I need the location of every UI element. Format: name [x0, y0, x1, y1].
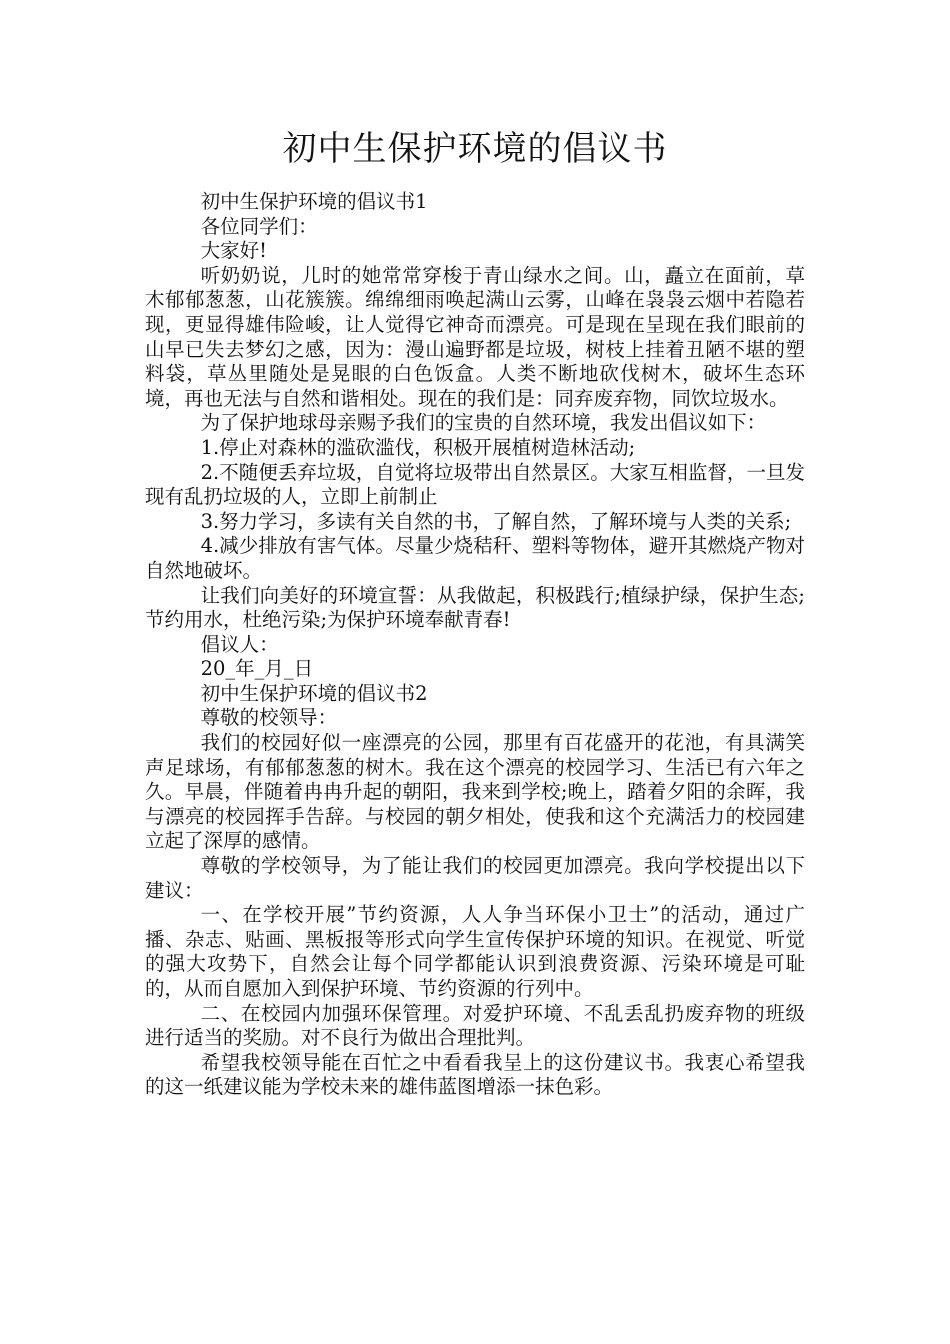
- salutation: 尊敬的校领导：: [200, 706, 338, 730]
- body-paragraph: 为了保护地球母亲赐予我们的宝贵的自然环境，我发出倡议如下：: [200, 411, 767, 435]
- body-paragraph: 尊敬的学校领导，为了能让我们的校园更加漂亮。我向学校提出以下建议：: [145, 854, 805, 902]
- salutation: 各位同学们：: [200, 214, 318, 238]
- suggestion-item: 二、在校园内加强环保管理。对爱护环境、不乱丢乱扔废弃物的班级进行适当的奖励。对不良行为做出合理批判。: [145, 1001, 805, 1050]
- list-item: 2.不随便丢弃垃圾，自觉将垃圾带出自然景区。大家互相监督，一旦发现有乱扔垃圾的人，立即上前制止: [145, 460, 805, 509]
- document-body: [145, 190, 805, 1100]
- greeting: 大家好!: [200, 239, 267, 263]
- date-line: 20_年_月_日: [200, 657, 314, 681]
- list-item: 1.停止对森林的滥砍滥伐，积极开展植树造林活动;: [200, 435, 636, 459]
- closing-paragraph: 希望我校领导能在百忙之中看看我呈上的这份建议书。我衷心希望我的这一纸建议能为学校未来的雄伟蓝图增添一抹色彩。: [145, 1050, 805, 1099]
- body-paragraph: 我们的校园好似一座漂亮的公园，那里有百花盛开的花池，有具满笑声足球场，有郁郁葱葱的树木。我在这个漂亮的校园学习、生活已有六年之久。早晨，伴随着冉冉升起的朝阳，我来到学校;晚上，踏着夕阳的余晖，我与漂亮的校园挥手告辞。与校园的朝夕相处，使我和这个充满活力的校园建立起了深厚的感情。: [145, 731, 805, 853]
- body-paragraph: 让我们向美好的环境宣誓：从我做起，积极践行;植绿护绿，保护生态;节约用水，杜绝污染;为保护环境奉献青春!: [145, 583, 805, 632]
- list-item: 3.努力学习，多读有关自然的书，了解自然，了解环境与人类的关系;: [200, 509, 792, 533]
- subtitle-letter-2: 初中生保护环境的倡议书2: [200, 681, 428, 705]
- subtitle-letter-1: 初中生保护环境的倡议书1: [200, 190, 428, 213]
- document-title: 初中生保护环境的倡议书: [282, 129, 668, 169]
- document-page: [145, 124, 805, 1100]
- signature-label: 倡议人：: [200, 632, 279, 656]
- body-paragraph: 听奶奶说，儿时的她常常穿梭于青山绿水之间。山，矗立在面前，草木郁郁葱葱，山花簇簇。绵绵细雨唤起满山云雾，山峰在袅袅云烟中若隐若现，更显得雄伟险峻，让人觉得它神奇而漂亮。可是现在呈现在我们眼前的山早已失去梦幻之感，因为：漫山遍野都是垃圾，树枝上挂着丑陋不堪的塑料袋，草丛里随处是晃眼的白色饭盒。人类不断地砍伐树木，破坏生态环境，再也无法与自然和谐相处。现在的我们是：同弃废弃物，同饮垃圾水。: [145, 263, 805, 410]
- list-item: 4.减少排放有害气体。尽量少烧秸秆、塑料等物体，避开其燃烧产物对自然地破坏。: [145, 534, 805, 582]
- suggestion-item: 一、在学校开展”节约资源，人人争当环保小卫士”的活动，通过广播、杂志、贴画、黑板报等形式向学生宣传保护环境的知识。在视觉、听觉的强大攻势下，自然会让每个同学都能认识到浪费资源、污染环境是可耻的，从而自愿加入到保护环境、节约资源的行列中。: [145, 903, 805, 1000]
